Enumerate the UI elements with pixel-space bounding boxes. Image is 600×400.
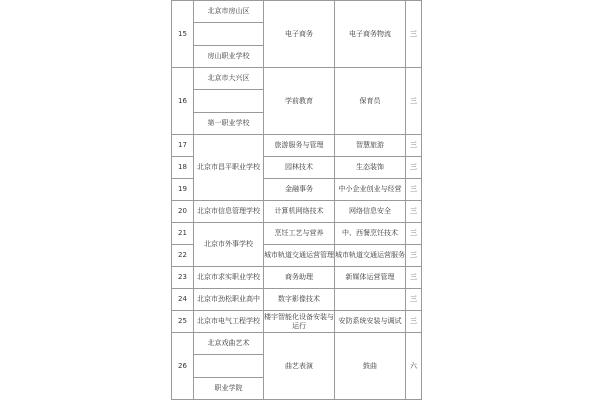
school-name: 第一职业学校 [194, 113, 264, 135]
school-name: 北京市昌平职业学校 [194, 135, 264, 201]
major-direction: 新媒体运营管理 [335, 267, 406, 289]
major-name: 金融事务 [264, 179, 335, 201]
major-name: 旅游服务与管理 [264, 135, 335, 157]
level-value: 三 [406, 201, 422, 223]
level-value: 三 [406, 135, 422, 157]
level-value: 六 [406, 333, 422, 400]
major-direction: 生态装饰 [335, 157, 406, 179]
major-direction: 城市轨道交通运营服务 [335, 245, 406, 267]
major-direction [335, 289, 406, 311]
major-name: 数字影像技术 [264, 289, 335, 311]
major-direction: 电子商务物流 [335, 1, 406, 68]
major-name: 烹饪工艺与营养 [264, 223, 335, 245]
major-direction: 中、西餐烹饪技术 [335, 223, 406, 245]
school-name: 北京市房山区 [194, 1, 264, 23]
school-name: 职业学院 [194, 378, 264, 400]
row-number: 15 [172, 1, 194, 68]
level-value: 三 [406, 68, 422, 135]
level-value: 三 [406, 267, 422, 289]
school-name [194, 355, 264, 378]
school-name: 北京戏曲艺术 [194, 333, 264, 355]
school-name: 北京市电气工程学校 [194, 311, 264, 333]
row-number: 25 [172, 311, 194, 333]
school-name: 北京市求实职业学校 [194, 267, 264, 289]
level-value: 三 [406, 223, 422, 245]
major-direction: 鼓曲 [335, 333, 406, 400]
level-value: 三 [406, 289, 422, 311]
major-direction: 保育员 [335, 68, 406, 135]
level-value: 三 [406, 157, 422, 179]
row-number: 24 [172, 289, 194, 311]
row-number: 22 [172, 245, 194, 267]
major-direction: 网络信息安全 [335, 201, 406, 223]
row-number: 20 [172, 201, 194, 223]
major-name: 电子商务 [264, 1, 335, 68]
row-number: 23 [172, 267, 194, 289]
major-direction: 智慧旅游 [335, 135, 406, 157]
level-value: 三 [406, 245, 422, 267]
major-name: 曲艺表演 [264, 333, 335, 400]
row-number: 19 [172, 179, 194, 201]
major-name: 楼宇智能化设备安装与运行 [264, 311, 335, 333]
row-number: 18 [172, 157, 194, 179]
level-value: 三 [406, 179, 422, 201]
school-name: 北京市信息管理学校 [194, 201, 264, 223]
major-direction: 中小企业创业与经营 [335, 179, 406, 201]
level-value: 三 [406, 1, 422, 68]
row-number: 16 [172, 68, 194, 135]
row-number: 17 [172, 135, 194, 157]
major-name: 园林技术 [264, 157, 335, 179]
school-name: 北京市外事学校 [194, 223, 264, 267]
majors-table [171, 0, 422, 400]
school-name [194, 23, 264, 46]
major-name: 学前教育 [264, 68, 335, 135]
major-direction: 安防系统安装与调试 [335, 311, 406, 333]
major-name: 计算机网络技术 [264, 201, 335, 223]
school-name: 北京市大兴区 [194, 68, 264, 90]
row-number: 21 [172, 223, 194, 245]
level-value: 三 [406, 311, 422, 333]
school-name [194, 90, 264, 113]
row-number: 26 [172, 333, 194, 400]
major-name: 城市轨道交通运营管理 [264, 245, 335, 267]
school-name: 房山职业学校 [194, 46, 264, 68]
major-name: 商务助理 [264, 267, 335, 289]
school-name: 北京市劲松职业高中 [194, 289, 264, 311]
